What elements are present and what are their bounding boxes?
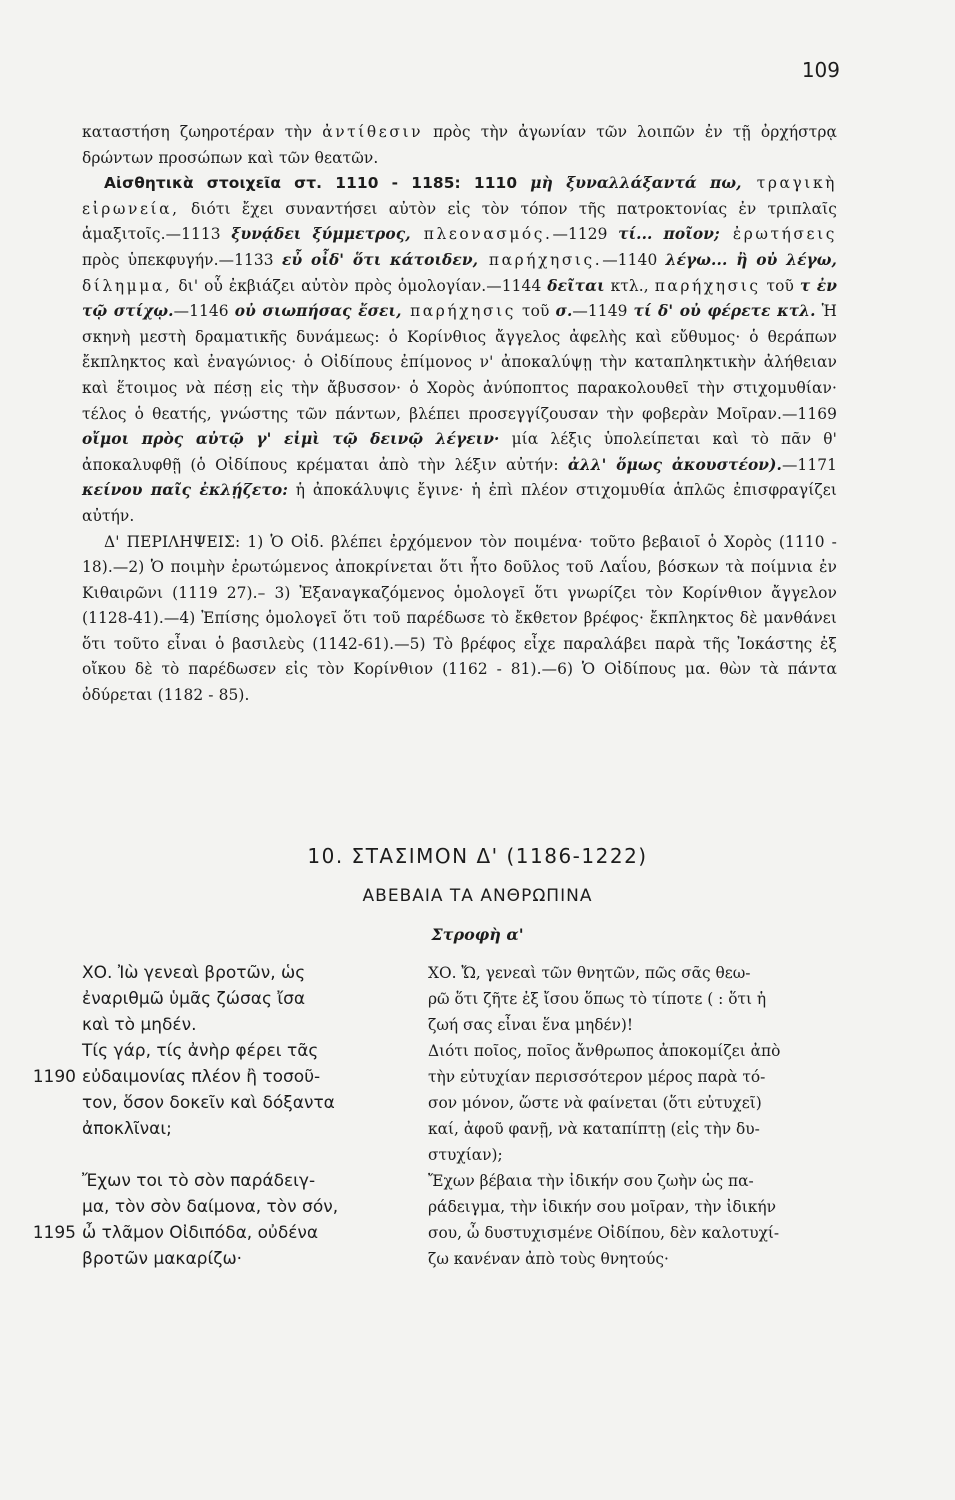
spaced-term: παρήχησις: [654, 276, 761, 295]
quote: τί δ' οὐ φέρετε κτλ.: [633, 302, 816, 321]
translation-line: στυχίαν);: [428, 1146, 503, 1164]
spaced-term: παρήχησις: [401, 302, 516, 321]
strophe-label: Στροφὴ α': [431, 925, 524, 944]
verse-text: εὐδαιμονίας πλέον ἢ τοσοῦ-: [82, 1067, 321, 1087]
text-run: ἡ ἀποκάλυψις ἔγινε· ἡ ἐπὶ πλέον στιχομυθία ἁπλῶς ἐπισφραγίζει αὐτήν.: [82, 481, 837, 525]
translation-line: ράδειγμα, τὴν ἰδικήν σου μοῖραν, τὴν ἰδικήν: [428, 1198, 776, 1216]
summary-label: Δ' ΠΕΡΙΛΗΨΕΙΣ:: [104, 532, 241, 551]
section-title: 10. ΣΤΑΣΙΜΟΝ Δ' (1186-1222): [307, 844, 648, 868]
aesthetic-heading: Αἰσθητικὰ στοιχεῖα στ.: [104, 174, 323, 193]
verse-text: καὶ τὸ μηδέν.: [82, 1015, 197, 1035]
translation-line: σον μόνον, ὥστε νὰ φαίνεται (ὅτι εὐτυχεῖ): [428, 1094, 762, 1112]
quote: σ.: [555, 302, 573, 321]
verse-line: [32, 1064, 402, 1090]
commentary-paragraph-1: [82, 120, 837, 171]
quote: τ ἐν τῷ στίχῳ.: [82, 276, 838, 321]
translation-line: ζωή σας εἶναι ἕνα μηδέν)!: [428, 1016, 634, 1034]
summary-paragraph: [82, 530, 837, 709]
quote: τί... ποῖον;: [618, 225, 720, 244]
ancient-text-column: [32, 960, 402, 1272]
quote: δεῖται: [547, 276, 605, 295]
verse-text: βροτῶν μακαρίζω·: [82, 1249, 243, 1269]
translation-line: ΧΟ. Ὤ, γενεαὶ τῶν θνητῶν, πῶς σᾶς θεω-: [428, 964, 751, 982]
translation-line: τὴν εὐτυχίαν περισσότερον μέρος παρὰ τό-: [428, 1068, 766, 1086]
text-run: —1129: [552, 225, 619, 244]
commentary-paragraph-2: [82, 171, 837, 529]
text-run: δι' οὗ ἐκβιάζει αὐτὸν πρὸς ὁμολογίαν.—1144: [172, 276, 548, 295]
text-run: —1171: [781, 455, 837, 474]
verse-text: ἀποκλῖναι;: [82, 1119, 172, 1139]
verse-text: Ἔχων τοι τὸ σὸν παράδειγ-: [82, 1171, 316, 1191]
text-run: κτλ.,: [604, 276, 655, 295]
verse-line: [82, 1194, 402, 1220]
quote: οὐ σιωπήσας ἔσει,: [234, 302, 402, 321]
translation-line: Ἔχων βέβαια τὴν ἰδικήν σου ζωὴν ὡς πα-: [428, 1172, 754, 1190]
text-run: διότι ἔχει συναντήσει αὐτὸν εἰς τὸν τόπον τῆς πατροκτονίας ἐν τριπλαῖς ἁμαξιτοῖς.—1113: [82, 199, 837, 244]
text-run: —1140: [602, 250, 666, 269]
spaced-term: ἀντίθεσιν: [322, 123, 424, 141]
text-run: —1146: [173, 302, 235, 321]
quote: εὖ οἶδ' ὅτι κάτοιδεν,: [282, 250, 479, 269]
text-run: μία λέξις ὑπολείπεται καὶ τὸ πᾶν θ' ἀποκαλυφθῇ (ὁ Οἰδίπους κρέμαται ἀπὸ τὴν λέξιν αὐτήν:: [82, 430, 837, 474]
verse-text: μα, τὸν σὸν δαίμονα, τὸν σόν,: [82, 1197, 339, 1217]
spaced-term: παρήχησις.: [478, 250, 603, 269]
translation-line: σου, ὦ δυστυχισμένε Οἰδίπου, δὲν καλοτυχί-: [428, 1224, 780, 1242]
commentary-section: [82, 120, 837, 709]
quote: κείνου παῖς ἐκλῄζετο:: [82, 481, 288, 500]
text-run: πρὸς τὴν ἀγωνίαν τῶν λοιπῶν ἐν τῇ ὀρχήστρᾳ δρώντων προσώπων καὶ τῶν θεατῶν.: [82, 123, 838, 167]
verse-line: [82, 1168, 402, 1194]
quote: μὴ ξυναλλάξαντά πω,: [530, 174, 742, 193]
verse-line: [82, 1038, 402, 1064]
text-run: πρὸς ὑπεκφυγήν.—1133: [82, 250, 283, 269]
quote: ἀλλ' ὅμως ἀκουστέον).: [567, 455, 782, 474]
verse-text: ΧΟ. Ἰὼ γενεαὶ βροτῶν, ὡς: [82, 963, 306, 983]
translation-line: καί, ἀφοῦ φανῇ, νὰ καταπίπτῃ (εἰς τὴν δυ-: [428, 1120, 760, 1138]
verse-text: ὦ τλᾶμον Οἰδιπόδα, οὐδένα: [82, 1223, 319, 1243]
verse-text: ἐναριθμῶ ὑμᾶς ζώσας ἴσα: [82, 989, 306, 1009]
text-run: καταστήση ζωηροτέραν τὴν: [82, 123, 323, 141]
spaced-term: ἐρωτήσεις: [719, 225, 837, 244]
spaced-term: δίλημμα,: [82, 276, 173, 295]
text-run: Ἡ σκηνὴ μεστὴ δραματικῆς δυνάμεως: ὁ Κορίνθιος ἄγγελος ἀφελὴς καὶ εὔθυμος· ὁ θεράπων ἔκπληκτος καὶ ἐναγώνιος· ὁ Οἰδίπους ἐπίμονος ν' ἀποκαλύψῃ τὴν καταπληκτικὴν ἀλήθειαν καὶ ἕτοιμος νὰ πέσῃ εἰς τὴν ἄβυσσον· ὁ Χορὸς ἀνύποπτος παρακολουθεῖ τὴν στιχομυθίαν· τέλος ὁ θεατής, γνώστης τῶν πάντων, βλέπει προσεγγίζουσαν τὴν φοβερὰν Μοῖραν.—1169: [82, 302, 837, 423]
spaced-term: πλεονασμός.: [410, 225, 553, 244]
translation-line: Διότι ποῖος, ποῖος ἄνθρωπος ἀποκομίζει ἀπὸ: [428, 1042, 781, 1060]
verse-line: [82, 960, 402, 986]
text-run: τοῦ: [515, 302, 556, 321]
aesthetic-heading-range: 1110 - 1185: 1110: [322, 174, 531, 193]
quote: λέγω... ἢ οὐ λέγω,: [665, 250, 838, 269]
verse-line: [82, 1116, 402, 1142]
summary-text: 1) Ὁ Οἰδ. βλέπει ἐρχόμενον τὸν ποιμένα· τοῦτο βεβαιοῖ ὁ Χορὸς (1110 - 18).—2) Ὁ ποιμὴν ἐρωτώμενος ἀποκρίνεται ὅτι ἦτο δοῦλος τοῦ Λαΐου, βόσκων τὰ ποίμνια ἐν Κιθαιρῶνι (1119 27).– 3) Ἐξαναγκαζόμενος ὁμολογεῖ ὅτι γνωρίζει τὸν Κορίνθιον ἄγγελον (1128-41).—4) Ἐπίσης ὁμολογεῖ ὅτι τοῦ παρέδωσε τὸ ἔκθετον βρέφος· ἔκπληκτος δὲ μανθάνει ὅτι τοῦτο εἶναι ὁ βασιλεὺς (1142-61).—5) Τὸ βρέφος εἶχε παραλάβει παρὰ τῆς Ἰοκάστης ἐξ οἴκου δὲ τὸ παρέδωσεν εἰς τὸν Κορίνθιον (1162 - 81).—6) Ὁ Οἰδίπους μα. θὼν τὰ πάντα ὀδύρεται (1182 - 85).: [82, 532, 837, 705]
line-number: 1195: [32, 1223, 76, 1243]
quote: οἴμοι πρὸς αὐτῷ γ' εἰμὶ τῷ δεινῷ λέγειν·: [82, 430, 500, 449]
spaced-term: τραγικὴ εἰρωνεία,: [82, 174, 837, 218]
quote: ξυνᾴδει ξύμμετρος,: [231, 225, 411, 244]
verse-line: [82, 1246, 402, 1272]
line-number: 1190: [32, 1067, 76, 1087]
text-run: —1149: [572, 302, 634, 321]
page-number: 109: [801, 58, 840, 82]
verse-text: Τίς γάρ, τίς ἀνὴρ φέρει τᾶς: [82, 1041, 319, 1061]
verse-line: [32, 1220, 402, 1246]
verse-line: [82, 1012, 402, 1038]
verse-line: [82, 986, 402, 1012]
translation-column: [428, 960, 838, 1272]
text-run: τοῦ: [760, 276, 800, 295]
translation-line: ρῶ ὅτι ζῆτε ἐξ ἴσου ὅπως τὸ τίποτε ( : ὅτι ἡ: [428, 990, 767, 1008]
translation-line: ζω κανέναν ἀπὸ τοὺς θνητούς·: [428, 1250, 669, 1268]
verse-line: [82, 1090, 402, 1116]
verse-line: [82, 1142, 402, 1168]
verse-text: τον, ὅσον δοκεῖν καὶ δόξαντα: [82, 1093, 335, 1113]
section-subtitle: ΑΒΕΒΑΙΑ ΤΑ ΑΝΘΡΩΠΙΝΑ: [362, 886, 593, 906]
